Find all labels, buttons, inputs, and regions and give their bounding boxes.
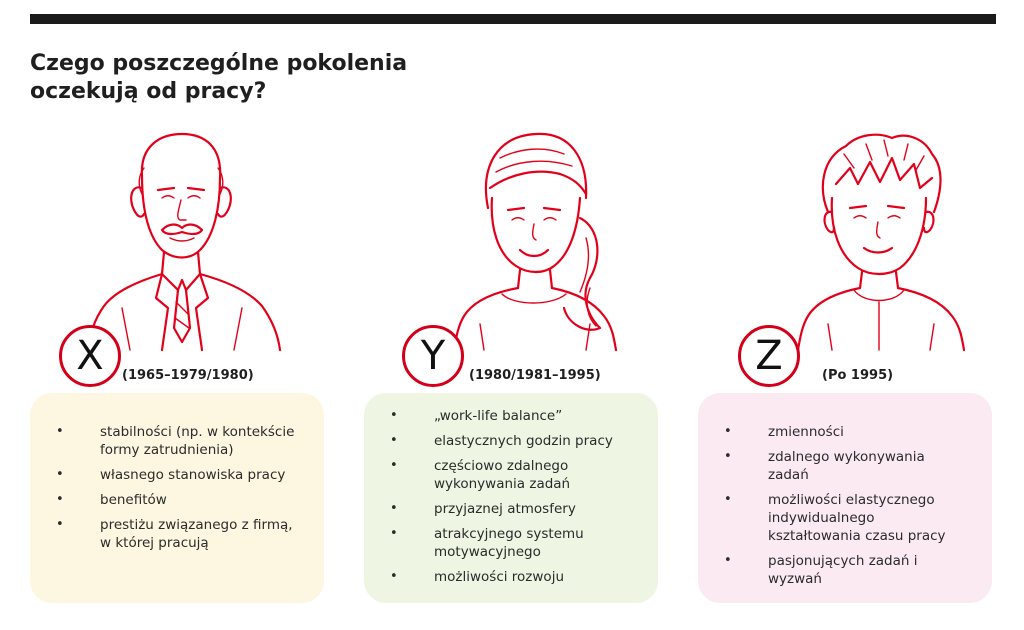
- generation-y-letter: Y: [420, 333, 446, 379]
- list-item: • zdalnego wykonywania zadań: [724, 448, 968, 484]
- title-line-2: oczekują od pracy?: [30, 79, 267, 104]
- generation-y-list: [390, 407, 634, 586]
- generation-z-list: [724, 423, 968, 588]
- list-item: • stabilności (np. w kontekście formy zatrudnienia): [56, 423, 300, 459]
- title-line-1: Czego poszczególne pokolenia: [30, 51, 408, 76]
- list-item: • „work-life balance”: [390, 407, 634, 425]
- list-item: • własnego stanowiska pracy: [56, 466, 300, 484]
- generation-z-letter: Z: [755, 333, 783, 379]
- young-woman-with-ponytail-icon: [440, 128, 630, 350]
- list-item: • częściowo zdalnego wykonywania zadań: [390, 457, 634, 493]
- list-item: • atrakcyjnego systemu motywacyjnego: [390, 525, 634, 561]
- generation-x-card: [30, 393, 324, 603]
- list-item: • możliwości rozwoju: [390, 568, 634, 586]
- young-man-with-spiky-hair-icon: [784, 128, 980, 350]
- list-item: • pasjonujących zadań i wyzwań: [724, 552, 968, 588]
- list-item: • zmienności: [724, 423, 968, 441]
- generation-x-badge: [59, 325, 121, 387]
- generation-x-letter: X: [76, 333, 104, 379]
- generation-z-badge: [738, 325, 800, 387]
- generation-z-card: [698, 393, 992, 603]
- generation-y-years: (1980/1981–1995): [469, 368, 601, 383]
- generation-y-card: [364, 393, 658, 603]
- list-item: • przyjaznej atmosfery: [390, 500, 634, 518]
- generation-x-years: (1965–1979/1980): [122, 368, 254, 383]
- list-item: • benefitów: [56, 491, 300, 509]
- older-man-with-mustache-and-tie-icon: [82, 128, 292, 350]
- page-title: [30, 50, 510, 106]
- list-item: • możliwości elastycznego indywidualnego kształtowania czasu pracy: [724, 491, 968, 545]
- list-item: • elastycznych godzin pracy: [390, 432, 634, 450]
- generation-z-years: (Po 1995): [822, 368, 894, 383]
- generation-x-list: [56, 423, 300, 552]
- generation-y-badge: [402, 325, 464, 387]
- list-item: • prestiżu związanego z firmą, w której pracują: [56, 516, 300, 552]
- top-divider-bar: [30, 14, 996, 24]
